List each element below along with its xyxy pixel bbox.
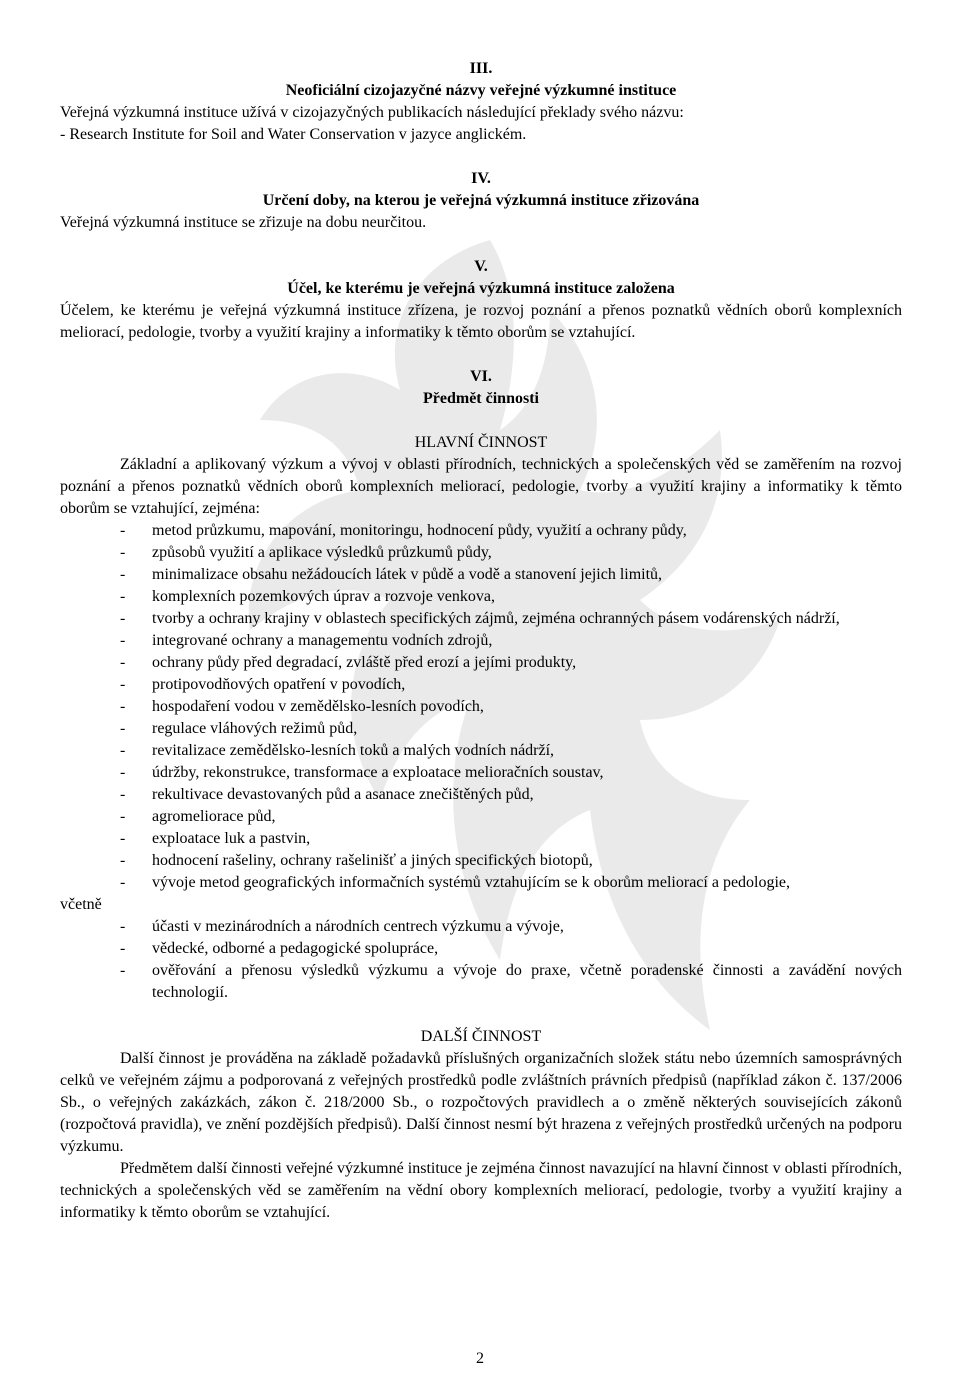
list-item: - metod průzkumu, mapování, monitoringu, hodnocení půdy, využití a ochrany půdy, bbox=[120, 522, 687, 539]
list-item: - tvorby a ochrany krajiny v oblastech specifických zájmů, zejména ochranných pásem vodárenských nádrží, bbox=[120, 610, 840, 627]
list-item: - agromeliorace půd, bbox=[120, 808, 276, 825]
other-activity-heading: DALŠÍ ČINNOST bbox=[420, 1028, 542, 1045]
including-label: včetně bbox=[60, 896, 102, 913]
section-3-item: - Research Institute for Soil and Water Conservation v jazyce anglickém. bbox=[60, 126, 527, 143]
list-item: - ověřování a přenosu výsledků výzkumu a vývoje do praxe, včetně poradenské činnosti a zavádění nových technologií. bbox=[120, 962, 902, 1001]
main-activity-text: Základní a aplikovaný výzkum a vývoj v oblasti přírodních, technických a společenských věd se zaměřením na rozvoj poznání a přenos poznatků vědních oborů komplexních meliorací, pedologie, tvorby a využití krajiny a informatiky k těmto oborům se vztahující, zejména: bbox=[60, 456, 902, 517]
list-item: - účasti v mezinárodních a národních centrech výzkumu a vývoje, bbox=[120, 918, 564, 935]
list-item: - revitalizace zemědělsko-lesních toků a malých vodních nádrží, bbox=[120, 742, 555, 759]
section-3-intro: Veřejná výzkumná instituce užívá v cizojazyčných publikacích následující překlady svého názvu: bbox=[60, 104, 684, 121]
list-item: - způsobů využití a aplikace výsledků průzkumů půdy, bbox=[120, 544, 492, 561]
list-item: - vývoje metod geografických informačních systémů vztahujícím se k oborům meliorací a pedologie, bbox=[120, 874, 791, 891]
other-activity-paragraph-2: Předmětem další činnosti veřejné výzkumné instituce je zejména činnost navazující na hlavní činnost v oblasti přírodních, technických a společenských věd se zaměřením na vědní obory komplexních meliorací, pedologie, tvorby a využití krajiny a informatiky k těmto oborům se vztahující. bbox=[60, 1160, 902, 1221]
list-item: - ochrany půdy před degradací, zvláště před erozí a jejími produkty, bbox=[120, 654, 577, 671]
list-item: - protipovodňových opatření v povodích, bbox=[120, 676, 406, 693]
list-item: - integrované ochrany a managementu vodních zdrojů, bbox=[120, 632, 493, 649]
main-activity-heading: HLAVNÍ ČINNOST bbox=[414, 434, 548, 451]
document-page bbox=[60, 58, 902, 1224]
list-item: - vědecké, odborné a pedagogické spolupráce, bbox=[120, 940, 439, 957]
list-item: - regulace vláhových režimů půd, bbox=[120, 720, 358, 737]
list-item: - hospodaření vodou v zemědělsko-lesních povodích, bbox=[120, 698, 484, 715]
page-number: 2 bbox=[476, 1350, 484, 1367]
list-item: - hodnocení rašeliny, ochrany rašelinišť a jiných specifických biotopů, bbox=[120, 852, 593, 869]
list-item: - údržby, rekonstrukce, transformace a exploatace melioračních soustav, bbox=[120, 764, 604, 781]
section-5-number: V. bbox=[474, 258, 488, 275]
list-item: - komplexních pozemkových úprav a rozvoje venkova, bbox=[120, 588, 495, 605]
main-activity-list bbox=[60, 520, 902, 894]
list-item: - exploatace luk a pastvin, bbox=[120, 830, 311, 847]
section-5-title: Účel, ke kterému je veřejná výzkumná instituce založena bbox=[287, 280, 675, 297]
section-6-title: Předmět činnosti bbox=[423, 390, 539, 407]
section-4-text: Veřejná výzkumná instituce se zřizuje na dobu neurčitou. bbox=[60, 214, 427, 231]
other-activity-paragraph-1: Další činnost je prováděna na základě požadavků příslušných organizačních složek státu nebo územních samosprávných celků ve veřejném zájmu a podporovaná z veřejných prostředků podle zvláštních právních předpisů (například zákon č. 137/2006 Sb., o veřejných zakázkách, zákon č. 218/2000 Sb., o rozpočtových pravidlech a o změně některých souvisejících zákonů (rozpočtová pravidla), ve znění pozdějších předpisů). Další činnost nesmí být hrazena z veřejných prostředků určených na podporu výzkumu. bbox=[60, 1050, 902, 1155]
section-3-title: Neoficiální cizojazyčné názvy veřejné výzkumné instituce bbox=[285, 82, 677, 99]
including-list bbox=[60, 916, 902, 1004]
list-item: - rekultivace devastovaných půd a asanace znečištěných půd, bbox=[120, 786, 534, 803]
section-3-number: III. bbox=[469, 60, 493, 77]
section-4-number: IV. bbox=[471, 170, 491, 187]
section-4-title: Určení doby, na kterou je veřejná výzkumná instituce zřizována bbox=[262, 192, 700, 209]
list-item: - minimalizace obsahu nežádoucích látek v půdě a vodě a stanovení jejich limitů, bbox=[120, 566, 663, 583]
section-6-number: VI. bbox=[470, 368, 492, 385]
section-5-text: Účelem, ke kterému je veřejná výzkumná instituce zřízena, je rozvoj poznání a přenos poznatků vědních oborů komplexních meliorací, pedologie, tvorby a využití krajiny a informatiky k těmto oborům se vztahující. bbox=[60, 302, 902, 341]
